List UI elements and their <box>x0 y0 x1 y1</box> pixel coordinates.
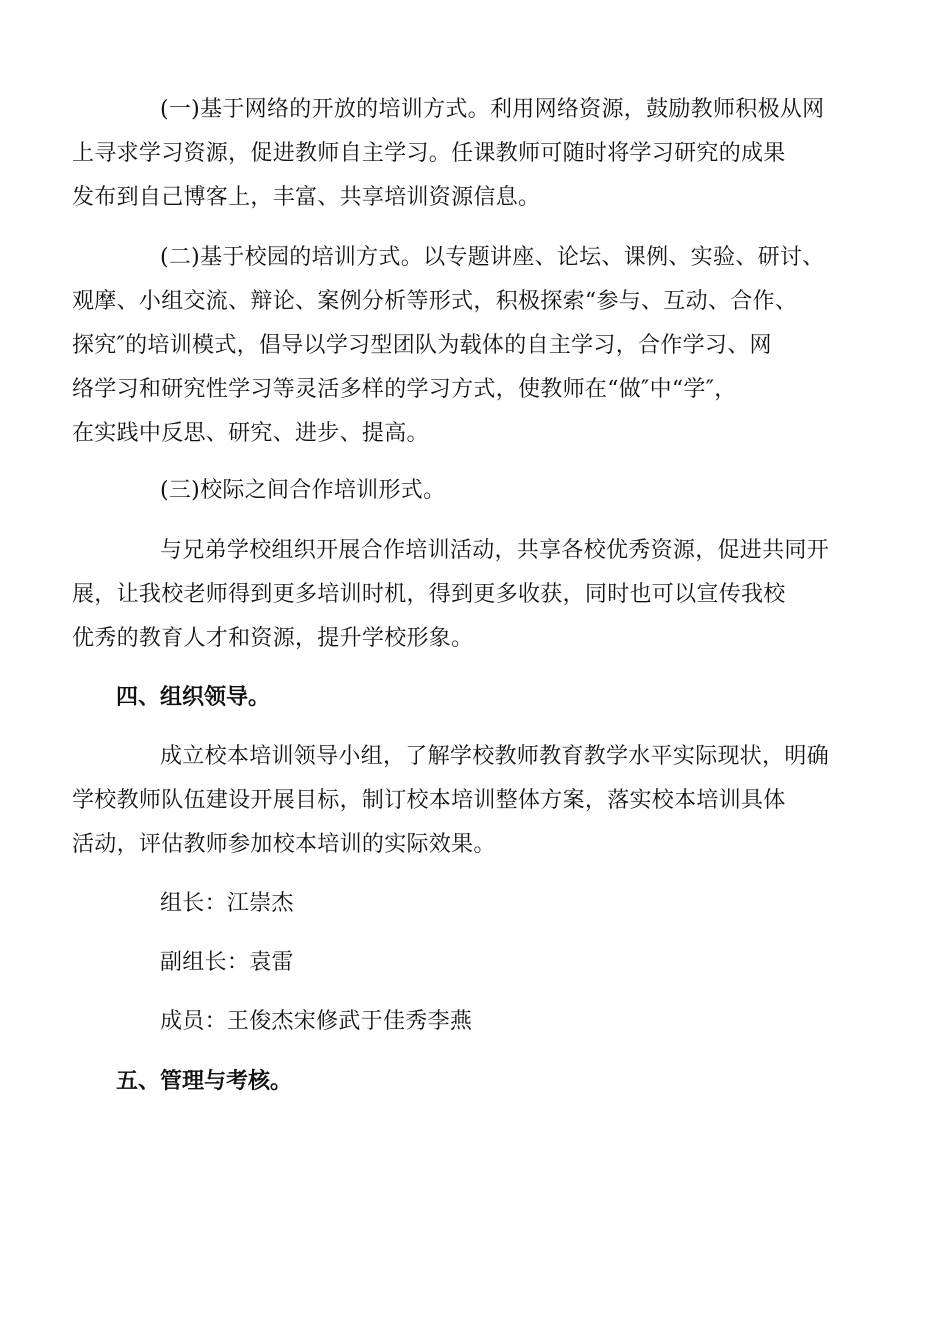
text-line: 与兄弟学校组织开展合作培训活动，共享各校优秀资源，促进共同开 <box>160 538 830 563</box>
team-leader: 组长：江崇杰 <box>160 891 294 916</box>
text-line: 络学习和研究性学习等灵活多样的学习方式，使教师在“做″中“学″， <box>72 377 737 402</box>
text-line: 发布到自己博客上，丰富、共享培训资源信息。 <box>72 185 541 210</box>
paragraph-leadership-group <box>72 735 836 867</box>
text-line: 观摩、小组交流、辩论、案例分析等形式，积极探索“参与、互动、合作、 <box>72 289 798 314</box>
text-line: 展，让我校老师得到更多培训时机，得到更多收获，同时也可以宣传我校 <box>72 582 786 607</box>
text-line: 成立校本培训领导小组，了解学校教师教育教学水平实际现状，明确 <box>160 744 830 769</box>
paragraph-campus-training <box>72 236 836 456</box>
text-line: (一)基于网络的开放的培训方式。利用网络资源，鼓励教师积极从网 <box>160 97 825 122</box>
text-line: 活动，评估教师参加校本培训的实际效果。 <box>72 832 496 857</box>
section-heading-organization: 四、组织领导。 <box>116 685 271 710</box>
text-line: 探究″的培训模式，倡导以学习型团队为载体的自主学习，合作学习、网 <box>72 333 772 358</box>
team-members: 成员：王俊杰宋修武于佳秀李燕 <box>160 1009 473 1034</box>
text-line: 上寻求学习资源，促进教师自主学习。任课教师可随时将学习研究的成果 <box>72 141 786 166</box>
section-heading-management: 五、管理与考核。 <box>116 1069 293 1094</box>
paragraph-network-training <box>72 88 836 220</box>
text-line: 学校教师队伍建设开展目标，制订校本培训整体方案，落实校本培训具体 <box>72 788 786 813</box>
text-line: (二)基于校园的培训方式。以专题讲座、论坛、课例、实验、研讨、 <box>160 245 825 270</box>
paragraph-cooperation <box>72 529 836 661</box>
text-line: 在实践中反思、研究、进步、提高。 <box>72 421 429 446</box>
paragraph-inter-school-title: (三)校际之间合作培训形式。 <box>160 478 446 503</box>
text-line: 优秀的教育人才和资源，提升学校形象。 <box>72 626 474 651</box>
vice-team-leader: 副组长：袁雷 <box>160 950 294 975</box>
